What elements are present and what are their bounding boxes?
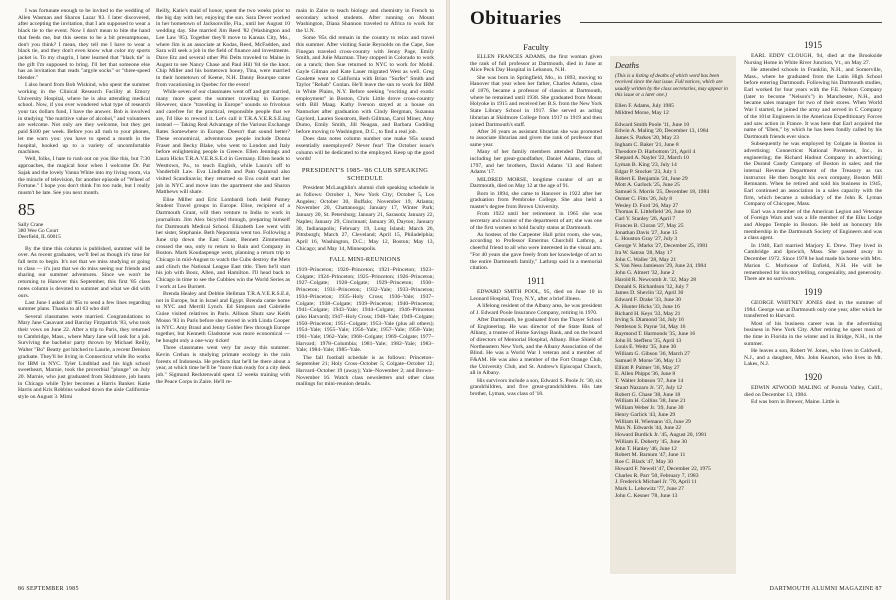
obituary-paragraph: His survivors include a son, Edward S. Poole Jr. '30, six grandchildren, and five great-grandchildren. His late brother, Lyman, was class of '18. [470, 377, 602, 398]
paragraph: By the time this column is published, summer will be over. As recent graduates, we'll feel as though it's time for fall term to begin. It's not that we miss studying or going to class — it's just that we do miss seeing our friends and sharing our summer adventures. Since we won't be returning to Hanover this September, this first '85 class notes column is devoted to summer and what we did with ours. [18, 245, 150, 299]
obituary-paragraph: Ed was born in Brewer, Maine. Little is [751, 398, 840, 405]
list-item: Howard Burdick Jr. '45, August 20, 1981 [615, 432, 707, 439]
deaths-note: (This is a listing of deaths of which word has been received since the last issue. Full notices, which are usually written by the class secretaries, may appear in this issue or a later one.) [615, 73, 728, 98]
obituary-paragraph: EDWARD SMITH POOL, 95, died on June 10 in Leonard Hospital, Troy, N.Y., after a brief illness. [470, 289, 602, 302]
deaths-list [615, 122, 731, 500]
list-item: Louis E. Weitz '35, June 30 [615, 344, 677, 351]
list-item: John T. Hanley '46, June 12 [615, 445, 677, 452]
list-item: Charles R. Parr '50, February 7, 1983 [615, 472, 699, 479]
list-item: James D. Shevlin '32, April 30 [615, 290, 684, 297]
class-year-heading: 1919 [804, 286, 822, 297]
paragraph: Well, folks, I hate to rush out on you like this, but 7:30 approaches, the magical hour when I welcome Dr. Pat Sajak and the lovely Vanna White into my living room, via the miracle of television, for another episode of "Wheel of Fortune." I hope you don't think I'm too rude, but I really mustn't be late. See you next month. [18, 156, 150, 196]
faculty-heading: Faculty [523, 42, 549, 52]
obituary-paragraph: ELLEN FRANCES ADAMS, the first woman given the rank of full professor at Dartmouth, died in June at Alice Peck Day Hospital in Lebanon, N.H. [470, 54, 602, 74]
list-item: William E. Doherty '45, June 30 [615, 438, 688, 445]
obituary-paragraph: In 1940, Earl married Marjory E. Drew. They lived in Cambridge and Ipswich, Mass. She passed away in December 1972. Since 1978 he had made his home with Mrs. Marion C. Morhouse of Enfield, N.H. He will be remembered for his storytelling, congeniality, and generosity. There are no survivors. [744, 242, 882, 283]
paragraph: Three classmates went very far away this summer. Kevin Crehan is studying primate ecology in the rain forests of Indonesia. He predicts that he'll be there about a year, at which time he'll be "more than ready for a city desk job." Sigmund Recktenwald spent 12 weeks training with the Peace Corps in Zaire. He'll re- [156, 345, 290, 385]
list-item: James S. Parkes '20, May 23 [615, 135, 679, 142]
secretary-name: Sally Crane [18, 221, 44, 228]
class-number-heading: 85 [18, 199, 35, 219]
left-page [0, 0, 446, 600]
list-item: Wesley D. Ford '26, May 27 [615, 202, 679, 209]
list-item: William Weber Jr. '39, June 30 [615, 405, 684, 412]
list-item: Edward Smith Poole '11, June 10 [615, 121, 690, 128]
obituary-paragraph: From 1922 until her retirement in 1965 she was secretary and curator of the department of art; she was one of the first women to hold faculty status at Dartmouth. [470, 211, 602, 231]
obituary-paragraph: GEORGE WHITNEY JONES died in the summer of 1984. George was at Dartmouth only one year, after which he transferred to Harvard. [744, 299, 882, 320]
list-item: William H. Collins '38, June 21 [615, 398, 686, 405]
obituary-paragraph: After Dartmouth, he graduated from the Thayer School of Engineering. He was director of the State Bank of Albany, a trustee of Home Savings Bank, and on the board of directors of Memorial Hospital, Albany. Blue Shield of Northeastern New York, and the Albany Association of the Blind. He was a World War I veteran and a member of F&AM. He was also a member of the Fort Orange Club, the University Club, and St. Andrew's Episcopal Church, all in Albany. [470, 316, 602, 377]
obituary-paragraph: EDWIN ATWOOD MALING of Portola Valley, Calif., died on December 13, 1984. [744, 384, 882, 398]
list-item: S. Van Ness Jamieson '29, June 24, 1984 [615, 263, 707, 270]
paragraph: Elise Miller and Eric Lombardi both held Putney Student Travel groups in Europe. Elise, recipient of a Dartmouth Grant, will then venture to India to work in journalism. Jim Alex bicycled through, preparing himself for Dartmouth Medical School. Elizabeth Lee went with her sister, Stephanie. Beth Nepomnia went too. Following a June trip down the East Coast, Bennett Zimmerman crossed the sea, only to return to Bain and Company in Boston. Mark Koudaspenge went, planning a return trip to Chicago in mid-August to watch the Cubs destroy the Mets and clinch the National League East title. Then he'll start his job with Booz, Allen, and Hamilton. I'll head back to Chicago in time to see the Cubbies win the World Series as I work at Leo Burnett. [156, 196, 290, 290]
list-item: Mott A. Garlock '25, June 25 [615, 182, 680, 189]
list-item: Mark L. Lebowitz '77, June 27 [615, 486, 684, 493]
paragraph: Reilly, Katie's maid of honor, spent the two weeks prior to the big day with her, enjoying the sun. Sara Dever worked in her hometown of Jacksonville, Fla., until her August 10 wedding day. She married Jim Reed '82 (Washington and Lee Law '85). Together they'll move to Kansas City, Mo., where Jim is an associate at Kodas, Reed, McFadden, and Sara will seek a job in the field of finance and investments. Dave Etz and several other Phi Delts traveled to Maine in August to see Nancy Chase and Paul Hill '84 tie the knot. Chip Miller and his hometown honey, Tina, were married in their hometown of Keene, N.H. Danny Bourque came from vacationing in Quebec for the event! [156, 8, 290, 88]
obituary-paragraph: He leaves a son, Robert W. Jones, who lives in Caldwell, N.J., and a daughter, Mrs. John Kearton, who lives in Mt. Lakes, N.J. [744, 347, 882, 368]
list-item: A. Hunter Hicks '33, June 16 [615, 303, 680, 310]
secretary-street: 380 Wee Go Court [18, 227, 59, 234]
list-item: Raymond T. Harmonds '35, June 16 [615, 330, 696, 337]
list-item: William H. Wiemann '43, June 29 [615, 418, 691, 425]
obituaries-title: Obituaries [470, 8, 562, 29]
list-item: Richard H. Keys '33, May 21 [615, 310, 681, 317]
list-item: John G. Almert '32, June 2 [615, 270, 675, 277]
obituary-paragraph: Subsequently he was employed by Colgate in Boston in advertising; Connecticut National Pavement, Inc., in engineering; the Richard Hudnut Company in advertising; the Durand Candy Company of Boston in sales; and the internal Revenue Department of the Treasury as tax instructor. He then bought his own company, Boston Mill Remnants. When he retired and sold his business in 1945, Earl continued an association in a sales capacity with the firm, which became a subsidiary of the John R. Lyman Company of Chicopee, Mass. [744, 141, 882, 208]
obituary-paragraph: He attended schools in Franklin, N.H., and Somerville, Mass., where he graduated from the Latin High School before entering Dartmouth. Following his Dartmouth studies, Earl worked for four years with the F.E. Nelson Company (later to become "Nelson's") in Manchester, N.H., and became sales manager for two of their stores. When World War I started, he joined the army and served in C Company of the 101st Engineers in the American Expeditionary Forces and saw action in France. It was here that Earl acquired the name of "Eben," by which he has been fondly called by his Dartmouth friends ever since. [744, 66, 882, 140]
deaths-title: Deaths [615, 60, 640, 70]
obituary-paragraph: Most of his business career was in the advertising business in New York City. After retiring he spent most of the time in Florida in the winter and in Bridge, N.H., in the summer. [744, 320, 882, 347]
paragraph: I also heard from Bob Wiskind, who spent the summer working in the Clinical Research Facility at Emory University Hospital, where he is also attending medical school. Now, if you ever wondered what type of research your tax dollars fund, I have the answer. Bob is involved in studying "the nutritive value of alcohol," and volunteers are welcome. Not only are they welcome, but they get paid $100 per week. Before you all rush to your phones, let me warn you: you have to spend a month in the hospital, hooked up to a variety of uncomfortable machines. [18, 82, 150, 156]
list-item: Max N. Edwards '44, June 22 [615, 425, 682, 432]
left-column-3 [296, 8, 434, 574]
obituary-paragraph: MILDRED MORSE, longtime curator of art at Dartmouth, died on May 12 at the age of 91. [470, 176, 602, 190]
list-item: John C. Waller '28, May 21 [615, 256, 677, 263]
list-item: John C. Kesner '78, June 13 [615, 492, 678, 499]
list-item: Irving S. Diamond '34, July 16 [615, 317, 684, 324]
list-item: Samuel S. Morris '25, December 18, 1984 [615, 189, 710, 196]
obituary-paragraph: Born in 1894, she came to Hanover in 1922 after her graduation from Pembroke College. She also held a master's degree from Brown University. [470, 190, 602, 210]
list-item: Elliott P. Palmer '36, May 27 [615, 364, 680, 371]
paragraph: I was fortunate enough to be invited to the wedding of Allen Wasman and Sharon Lazar '83. I later discovered, after accepting the invitation, that I am supposed to wear a black tie to the event. Now I don't mean to bite the hand that feeds me, but this seems to be a bit presumptuous, don't you think? I mean, they tell me I have to wear a black tie, and they don't even know what color my sports jacket is. To my chagrin, I later learned that "black tie" is the gift I'm supposed to bring. I'll bet that someone else has an invitation that reads "argyle socks" or "three-speed blender." [18, 8, 150, 82]
list-item: Ellen F. Adams, July 1985 [615, 103, 674, 110]
right-column-1 [470, 36, 602, 576]
list-item: George V. Marks '27, December 25, 1981 [615, 243, 708, 250]
list-item: Robert E. Benjamin '24, June 29 [615, 175, 688, 182]
obituary-paragraph: A lifelong resident of the Albany area, he was president of J. Edward Poole Insurance Company, retiring in 1970. [470, 302, 602, 316]
list-item: T. Walter Johnson '37, June 14 [615, 378, 684, 385]
secretary-city: Deerfield, IL 60015 [18, 234, 61, 241]
list-item: Edwin A. Maling '20, December 13, 1984 [615, 128, 709, 135]
list-item: Carl Y. Stanley '26, April 7 [615, 216, 676, 223]
list-item: Ira W. Satran '28, May 17 [615, 249, 673, 256]
class-secretary-address [18, 222, 150, 241]
list-item: Edgar P. Stocker '23, July 1 [615, 168, 677, 175]
list-item: Harold R. Newcomb Jr. '32, May 28 [615, 276, 697, 283]
page-folio-left: 86 SEPTEMBER 1985 [18, 586, 79, 592]
class-year-heading: 1915 [804, 40, 822, 50]
list-item: Edward F. Drake '33, June 30 [615, 297, 681, 304]
class-year-heading: 1911 [527, 276, 545, 286]
list-item: Robert G. Chase '38, June 18 [615, 391, 681, 398]
list-item: Frances B. Cloran '27, May 25 [615, 222, 684, 229]
list-item: Robert M. Barnum '47, June 11 [615, 452, 686, 459]
list-item: Nettleson S. Payne '34, May 16 [615, 324, 686, 331]
paragraph: Several classmates were married. Congratulations to Mary Jane Casavant and Barclay Fitzpatrick '83, who took their vows on June 22. After a trip to Paris, they returned to Cambridge, Mass., where Mary Jane will look for a job. Surviving the bachelor party thrown by Michael Reilly, Walter "Bo" Beatty got hitched to Laurie, a recent Denison graduate. They'll be living in Connecticut while Bo works for IBM in NYC. Tyler Lindblad and his high school sweetheart, Marnie, took the proverbial "plunge" on July 20. Marnie, who just graduated from Skidmore, job hunts in Chicago while Tyler becomes a Harris Banker. Katie Harris and Kris Robbins walked down the aisle California-style on August 3. Mimi [18, 313, 150, 401]
page-folio-right: DARTMOUTH ALUMNI MAGAZINE 87 [769, 586, 882, 592]
list-item: Mildred Morse, May 12 [615, 109, 669, 116]
right-column-3 [744, 36, 882, 576]
list-item: William G. Gibson '36, March 27 [615, 351, 690, 358]
paragraph: Brenda Healey and Debbie Hellman T.R.A.V.E.R.S.E.d, not in Europe, but in Israel and Egypt. Brenda came home to NYC and Merrill Lynch. Ed Simpson and Gabrielle Guise visited relatives in Paris. Allison Shutz saw Keith Mosso '83 in Paris before she moved in with Linda Cooper in NYC. Amy Braul and Jenny Gohler flew through Europe together, but Kenneth Gladstone was more economical — he bought only a one-way ticket! [156, 291, 290, 344]
right-page [450, 0, 896, 600]
paragraph: Last June I asked all '85s to send a few lines regarding summer plans. Thanks to all 63 who did! [18, 299, 150, 313]
list-item: Roe C. Black '47, May 30 [615, 459, 674, 466]
list-item: Osmer C. Fitts '26, July 8 [615, 195, 673, 202]
obituary-paragraph: EARL EDDY CLOUGH, 94, died at the Brookside Nursing Home in White River Junction, Vt., on May 27. [744, 53, 882, 66]
obituary-paragraph: As hostess of the Carpenter Hall print room, she was, according to Professor Emeritus Churchill Lathrop, a cheerful friend to all who were interested in the visual arts. "For 40 years she gave freely from her knowledge of art to the entire Dartmouth family," Lathrop said in a memorial citation. [470, 231, 602, 272]
list-item: Samuel P. Morse '36, May 13 [615, 357, 681, 364]
list-item: Ingham C. Baker '21, June 8 [615, 141, 679, 148]
paragraph: While seven of our classmates went off and got married, many more spent the summer traveling in Europe. However, since "traveling in Europe" sounds so frivolous and carefree for the practical, responsible people that we are, I'd like to reword it. Let's call it T.R.A.V.E.R.S.E.ing instead — Taking Real Advantage of the Various Exchange Rates Somewhere in Europe. Doesn't that sound better? These economical, adventurous people include Donna Fraser and Becky Blake, who went to London and Italy before enlightening people in Greece. Ellen Jennings and Laura Hicks T.R.A.V.E.R.S.E.d in Germany. Ellen heads to Westtown, Pa., to teach English, while Laura's off to Vanderbilt Law. Eva Lindholm and Pam Quanrud also visited Scandinavia; they returned so Eva could start her job in NYC and move into the apartment she and Sharon Matthews will share. [156, 88, 290, 196]
list-item: Stuart Nazzaro Jr. '37, July 12 [615, 384, 683, 391]
mini-reunions-heading: FALL MINI-REUNIONS [329, 256, 401, 264]
list-item: L. Houston Gray '27, July 3 [615, 236, 678, 243]
title-rule [580, 22, 882, 23]
list-item: Thomas E. Littlefield '26, June 10 [615, 209, 692, 216]
paragraph: main in Zaire to teach biology and chemistry in French to secondary school students. After running on Mount Washington, Diana Shannon traveled to Africa to work for the U.N. [296, 8, 434, 35]
list-item: Theodore D. Harbottom '21, April 4 [615, 148, 696, 155]
deaths-box [610, 56, 736, 574]
left-column-1 [18, 8, 150, 574]
list-item: Henry Garlick '43, June 29 [615, 411, 676, 418]
list-item: Howard F. Newell '47, December 22, 1975 [615, 465, 711, 472]
speaking-schedule-text: President McLaughlin's alumni club speaking schedule is as follows: October 1, New York City; October 5, Los Angeles; October 30, Buffalo; November 19, Atlanta; November 20, Chattanooga; January 17, Winter Park; January 20, St. Petersburg; January 21, Sarasota; January 22, Naples; January 29, Cincinnati; January 30, Dayton; January 30, Indianapolis; February 19, Long Island; March 26, Pittsburgh; March 27, Cleveland; April 15, Philadelphia; April 16, Washington, D.C.; May 12, Boston; May 13, Chicago; and May 14, Minneapolis. [296, 185, 434, 252]
speaking-schedule-heading: PRESIDENT'S 1985–'86 CLUB SPEAKING SCHEDULE [301, 167, 429, 182]
list-item: John H. Steffens '35, April 13 [615, 337, 682, 344]
list-item: Lyman B. King '23, July 14 [615, 162, 677, 169]
list-item: Donald S. Richardson '32, July 7 [615, 283, 689, 290]
list-item: J. Frederick Michael Jr. '70, April 11 [615, 479, 697, 486]
list-item: Shepard A. Nayler '22, March 10 [615, 155, 689, 162]
list-item: E. Allen Phipps '36, June 8 [615, 371, 676, 378]
football-schedule-text: The fall football schedule is as follows: Princeton–September 21; Holy Cross–October 5; Colgate–October 12; Harvard–October 19 (away); Yale–November 2; and Brown–November 16. Watch class newsletters and other class mailings for mini-reunion details. [296, 354, 434, 388]
list-item: Jonathan Davis '27, June 15 [615, 229, 678, 236]
obituary-paragraph: Earl was a member of the American Legion and Veterans of Foreign Wars and was a life member of the Elks Lodge and Aleppo Temple in Boston. He held an honorary life membership in the Dartmouth Society of Engineers and was a class agent. [744, 208, 882, 242]
class-year-heading: 1920 [804, 371, 822, 382]
left-column-2 [156, 8, 290, 574]
obituary-paragraph: Many of her family members attended Dartmouth, including her great-grandfather, Daniel Adams, class of 1797, and her brothers, David Adams '13 and Robert Adams '17. [470, 149, 602, 176]
obituary-paragraph: She was born in Springfield, Mo., in 1893, moving to Hanover that year when her father, Charles Adams, class of 1876, became a professor of classics at Dartmouth, where he remained until 1938. She graduated from Mount Holyoke in 1915 and received her B.S. from the New York State Library School in 1917. She served as acting librarian at Skidmore College from 1917 to 1919 and then joined Dartmouth's staff. [470, 74, 602, 128]
obituary-paragraph: After 36 years as assistant librarian she was promoted to associate librarian and given the rank of professor that same year. [470, 128, 602, 149]
deaths-faculty-list [615, 103, 731, 117]
paragraph: Does data notes column number one make '85s sound essentially unemployed? Never fear! The October issue's column will be dedicated to the employed. Keep up the good words! [296, 136, 434, 163]
paragraph: Some '85s did remain in the country to relax and travel this summer. After visiting Susie Reynolds on the Cape, Sue Finegan traveled cross-country with Jenny Page, Emily Smith, and Julie Mazman. They stopped in Colorado to work on a ranch; then Sue returned to NYC to work for Mobil. Gayle Gilman and Kate Lauer migrated West as well. Greg Goulette went to California with Brian "Surfer" Smith and Taylor "Rehab" Conlan. He'll leave the sun to work for IBM in White Plains, N.Y. Before seeking "exciting and exotic employment" in Boston, Chris Little drove cross-country with Bill Maag. Kathy Iverson stayed at a house on Nantucket after graduation with Cindy Bergman, Suzanna Gaylord, Lauren Sonstrom, Beth Gillman, Carol Miner, Amy Dumo, Emily Smith, Jill Neagan, and Barbara Codding before moving to Washington, D.C., to find a real job. [296, 35, 434, 136]
mini-reunions-list: 1919–Princeton; 1920–Princeton; 1921–Princeton; 1923–Colgate; 1924–Princeton; 1925–Princeton; 1926–Princeton; 1927–Colgate; 1928–Colgate; 1929–Princeton; 1930–Princeton; 1931–Princeton; 1932–Yale; 1933–Princeton; 1934–Princeton; 1935–Holy Cross; 1936–Yale; 1937–Colgate; 1938–Colgate; 1939–Princeton; 1940–Princeton; 1941–Colgate; 1943–Yale; 1944–Colgate; 1946–Princeton (also Harvard); 1947–Holy Cross; 1948–Yale; 1949–Colgate; 1950–Princeton; 1951–Colgate; 1953–Yale (plus all others); 1954–Yale; 1955–Yale; 1956–Yale; 1957–Yale; 1958–Yale; 1961–Yale; 1962–Yale; 1968–Colgate; 1969–Colgate; 1977–Harvard; 1978–Columbia; 1981–Yale; 1982–Yale; 1983–Yale; 1984–Yale; 1985–Yale. [296, 266, 434, 354]
